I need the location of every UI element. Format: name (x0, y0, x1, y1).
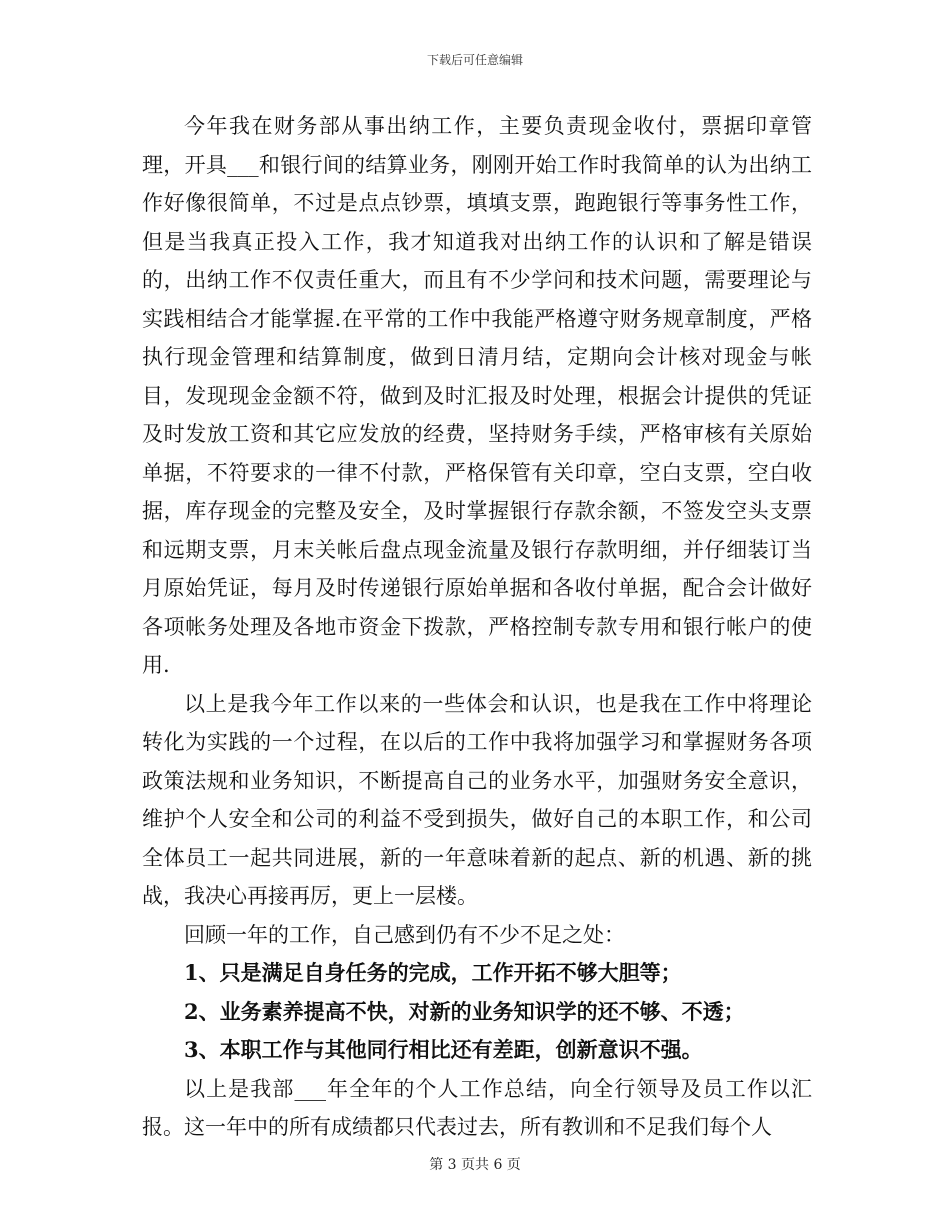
shortcoming-item-1: 1、只是满足自身任务的完成，工作开拓不够大胆等； (184, 960, 682, 985)
paragraph-reflection: 以上是我今年工作以来的一些体会和认识，也是我在工作中将理论转化为实践的一个过程，在以后的工作中我将加强学习和掌握财务各项政策法规和业务知识，不断提高自己的业务水平，加强财务安全意识，维护个人安全和公司的利益不受到损失，做好自己的本职工作，和公司全体员工一起共同进展，新的一年意味着新的起点、新的机遇、新的挑战，我决心再接再厉，更上一层楼。 (142, 691, 812, 908)
page-number: 第 3 页共 6 页 (429, 1157, 521, 1173)
page-header: 下载后可任意编辑 (426, 53, 523, 67)
paragraph-shortcomings-intro: 回顾一年的工作，自己感到仍有不少不足之处： (184, 922, 625, 947)
document-body (142, 107, 812, 1147)
paragraph-cashier-duties: 今年我在财务部从事出纳工作，主要负责现金收付，票据印章管理，开具___和银行间的结算业务，刚刚开始工作时我简单的认为出纳工作好像很简单，不过是点点钞票，填填支票，跑跑银行等事务性工作，但是当我真正投入工作，我才知道我对出纳工作的认识和了解是错误的，出纳工作不仅责任重大，而且有不少学问和技术问题，需要理论与实践相结合才能掌握.在平常的工作中我能严格遵守财务规章制度，严格执行现金管理和结算制度，做到日清月结，定期向会计核对现金与帐目，发现现金金额不符，做到及时汇报及时处理，根据会计提供的凭证及时发放工资和其它应发放的经费，坚持财务手续，严格审核有关原始单据，不符要求的一律不付款，严格保管有关印章，空白支票，空白收据，库存现金的完整及安全，及时掌握银行存款余额，不签发空头支票和远期支票，月末关帐后盘点现金流量及银行存款明细，并仔细装订当月原始凭证，每月及时传递银行原始单据和各收付单据，配合会计做好各项帐务处理及各地市资金下拨款，严格控制专款专用和银行帐户的使用. (142, 114, 812, 677)
paragraph-closing: 以上是我部___年全年的个人工作总结，向全行领导及员工作以汇报。这一年中的所有成绩都只代表过去，所有教训和不足我们每个人 (142, 1076, 812, 1139)
shortcoming-item-3: 3、本职工作与其他同行相比还有差距，创新意识不强。 (184, 1037, 703, 1062)
shortcoming-item-2: 2、业务素养提高不快，对新的业务知识学的还不够、不透； (184, 998, 745, 1024)
